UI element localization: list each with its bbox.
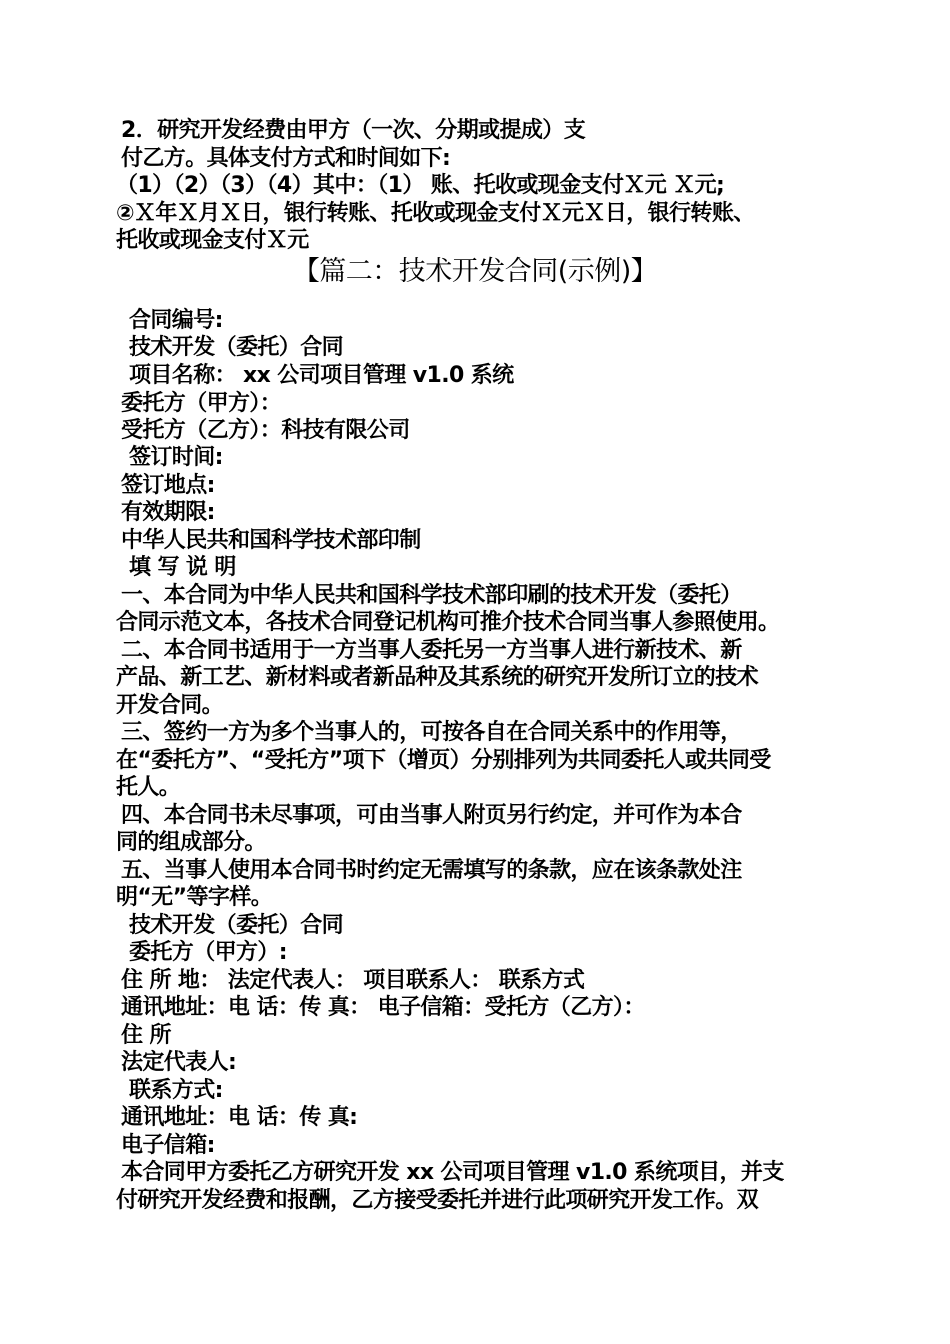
instruction-text-line: 三、签约一方为多个当事人的，可按各自在合同关系中的作用等，	[121, 720, 742, 745]
instruction-text-line: 托人。	[116, 775, 181, 800]
instruction-text-line: 明“无”等字样。	[116, 885, 273, 910]
validity-period-line: 有效期限:	[121, 500, 215, 525]
mailing-address-line: 通讯地址：电 话：传 真:	[121, 1105, 358, 1130]
instructions-heading: 填 写 说 明	[129, 555, 236, 580]
client-party-line: 委托方（甲方）:	[129, 940, 287, 965]
email-line: 电子信箱:	[121, 1133, 215, 1158]
client-details-line: 住 所 地： 法定代表人： 项目联系人： 联系方式	[121, 968, 585, 993]
instruction-text-line: 在“委托方”、“受托方”项下（增页）分别排列为共同委托人或共同受	[116, 748, 771, 773]
instruction-text-line: 一、本合同为中华人民共和国科学技术部印刷的技术开发（委托）	[121, 583, 742, 608]
payment-clause-line-1: 2．研究开发经费由甲方（一次、分期或提成）支	[121, 118, 586, 143]
instruction-text-line: 二、本合同书适用于一方当事人委托另一方当事人进行新技术、新	[121, 638, 742, 663]
signing-time-line: 签订时间:	[129, 445, 223, 470]
signing-place-line: 签订地点:	[121, 473, 215, 498]
publisher-line: 中华人民共和国科学技术部印制	[121, 528, 421, 553]
instruction-text-line: 五、当事人使用本合同书时约定无需填写的条款，应在该条款处注	[121, 858, 742, 883]
contract-body-line: 付研究开发经费和报酬，乙方接受委托并进行此项研究开发工作。双	[116, 1188, 759, 1213]
payment-clause-line-3: （1）（2）（3）（4）其中：（1） 账、托收或现金支付Ｘ元 Ｘ元;	[116, 173, 725, 198]
client-party-line: 委托方（甲方）：	[121, 391, 282, 416]
contract-heading: 技术开发（委托）合同	[129, 335, 344, 360]
contract-heading-repeat: 技术开发（委托）合同	[129, 913, 344, 938]
section-title: 【篇二：技术开发合同(示例)】	[292, 256, 658, 287]
contact-method-line: 联系方式:	[129, 1078, 223, 1103]
instruction-text-line: 合同示范文本，各技术合同登记机构可推介技术合同当事人参照使用。	[116, 610, 780, 635]
contract-body-line: 本合同甲方委托乙方研究开发 xx 公司项目管理 v1.0 系统项目，并支	[121, 1160, 784, 1185]
client-contact-line: 通讯地址：电 话：传 真： 电子信箱：受托方（乙方）：	[121, 995, 645, 1020]
contractor-party-line: 受托方（乙方）：科技有限公司	[121, 418, 410, 443]
instruction-text-line: 四、本合同书未尽事项，可由当事人附页另行约定，并可作为本合	[121, 803, 742, 828]
payment-clause-line-5: 托收或现金支付Ｘ元	[116, 228, 309, 253]
instruction-text-line: 产品、新工艺、新材料或者新品种及其系统的研究开发所订立的技术	[116, 665, 759, 690]
payment-clause-line-2: 付乙方。具体支付方式和时间如下:	[121, 146, 451, 171]
project-name-line: 项目名称： xx 公司项目管理 v1.0 系统	[129, 363, 514, 388]
contract-number-label: 合同编号:	[129, 308, 223, 333]
contractor-address-line: 住 所	[121, 1023, 171, 1048]
instruction-text-line: 同的组成部分。	[116, 830, 266, 855]
legal-rep-line: 法定代表人:	[121, 1050, 237, 1075]
instruction-text-line: 开发合同。	[116, 693, 224, 718]
payment-clause-line-4: ②Ｘ年Ｘ月Ｘ日，银行转账、托收或现金支付Ｘ元Ｘ日，银行转账、	[116, 201, 755, 226]
